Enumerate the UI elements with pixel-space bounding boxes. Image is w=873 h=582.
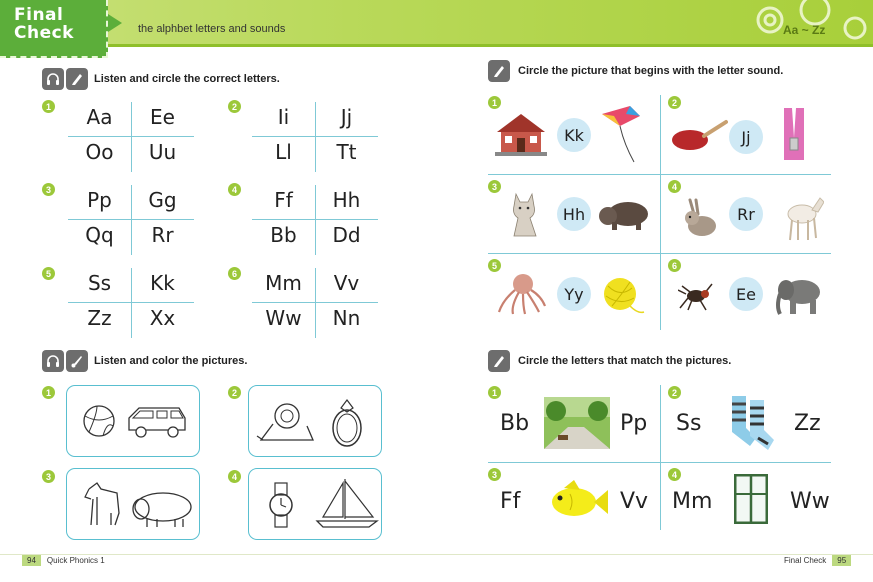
section-title: Final Check <box>784 556 827 565</box>
letter-choice[interactable]: Kk <box>150 271 175 295</box>
rabbit-icon[interactable] <box>680 198 720 238</box>
letter-choice[interactable]: Vv <box>620 489 649 514</box>
goat-icon <box>85 483 119 525</box>
badge-pointer <box>108 14 122 32</box>
instruction-circle-letters: Circle the letters that match the pictures. <box>518 355 732 367</box>
letter-choice[interactable]: Xx <box>149 306 176 330</box>
headphones-icon <box>42 350 64 372</box>
octopus-icon[interactable] <box>497 272 547 316</box>
elephant-icon[interactable] <box>772 276 826 316</box>
paintbrush-icon <box>66 350 88 372</box>
letter-bubble: Yy <box>557 277 591 311</box>
letter-choice[interactable]: Bb <box>500 411 530 436</box>
color-box-4[interactable] <box>248 468 382 540</box>
badge-line-1: Final <box>14 5 64 25</box>
lamb-icon[interactable] <box>778 190 824 242</box>
listen-instruction-icons <box>42 68 88 90</box>
instruction-circle-picture: Circle the picture that begins with the letter sound. <box>518 65 784 77</box>
letter-choice[interactable]: Ee <box>150 105 175 129</box>
item-number: 5 <box>42 267 55 280</box>
letter-choice[interactable]: Zz <box>87 306 112 330</box>
letter-grid-2 <box>252 102 378 172</box>
socks-icon <box>728 394 776 452</box>
letter-bubble: Jj <box>729 120 763 154</box>
item-number: 2 <box>668 386 681 399</box>
item-number: 4 <box>668 180 681 193</box>
item-number: 1 <box>488 96 501 109</box>
yarn-ball-icon[interactable] <box>600 274 646 316</box>
letter-grid-1 <box>68 102 194 172</box>
kite-icon[interactable] <box>600 104 644 166</box>
pencil-icon <box>488 60 510 82</box>
letter-choice[interactable]: Nn <box>332 306 361 330</box>
grid-divider <box>660 95 661 330</box>
letter-bubble: Hh <box>557 197 591 231</box>
color-box-1[interactable] <box>66 385 200 457</box>
item-number: 4 <box>228 183 241 196</box>
badge-line-2: Check <box>14 23 74 43</box>
color-instruction-icons <box>42 350 88 372</box>
page-number-left: 94 <box>22 555 41 566</box>
hippo-photo-icon[interactable] <box>598 196 650 232</box>
letter-choice[interactable]: Ff <box>500 489 521 514</box>
pencil-icon <box>66 68 88 90</box>
letter-choice[interactable]: Pp <box>87 188 112 212</box>
letter-choice[interactable]: Uu <box>148 140 177 164</box>
watch-sailboat-outline <box>249 469 383 541</box>
item-number: 5 <box>488 259 501 272</box>
lion-ring-outline <box>249 386 383 458</box>
sailboat-icon <box>317 479 377 527</box>
footer-right <box>784 555 851 566</box>
letter-choice[interactable]: Bb <box>270 223 297 247</box>
color-box-3[interactable] <box>66 468 200 540</box>
letter-choice[interactable]: Oo <box>85 140 114 164</box>
letter-grid-3 <box>68 185 194 255</box>
zipper-icon[interactable] <box>782 108 806 160</box>
window-icon <box>734 474 768 524</box>
item-number: 1 <box>42 100 55 113</box>
item-number: 1 <box>42 386 55 399</box>
pencil-icon <box>488 350 510 372</box>
item-number: 3 <box>488 468 501 481</box>
item-number: 3 <box>488 180 501 193</box>
letter-choice[interactable]: Vv <box>333 271 360 295</box>
letter-choice[interactable]: Ss <box>87 271 112 295</box>
letter-choice[interactable]: Rr <box>151 223 174 247</box>
lion-icon <box>257 404 313 440</box>
letter-choice[interactable]: Zz <box>794 411 821 436</box>
letter-bubble: Ee <box>729 277 763 311</box>
item-number: 2 <box>668 96 681 109</box>
letter-choice[interactable]: Mm <box>265 271 302 295</box>
letter-choice[interactable]: Pp <box>620 411 648 436</box>
house-icon[interactable] <box>495 112 547 156</box>
letter-choice[interactable]: Mm <box>672 489 713 514</box>
letter-choice[interactable]: Hh <box>332 188 361 212</box>
cricket-icon[interactable] <box>678 280 714 314</box>
item-number: 4 <box>668 468 681 481</box>
van-icon <box>129 408 185 437</box>
letter-bubble: Kk <box>557 118 591 152</box>
item-number: 4 <box>228 470 241 483</box>
instruction-listen-color: Listen and color the pictures. <box>94 355 248 367</box>
page-number-right: 95 <box>832 555 851 566</box>
item-number: 3 <box>42 470 55 483</box>
footer-divider <box>0 554 873 555</box>
item-number: 1 <box>488 386 501 399</box>
letter-choice[interactable]: Ww <box>265 306 302 330</box>
grid-divider <box>488 253 831 254</box>
headphones-icon <box>42 68 64 90</box>
item-number: 2 <box>228 386 241 399</box>
park-photo-icon <box>544 397 610 449</box>
watch-icon <box>270 483 292 527</box>
letter-grid-6 <box>252 268 378 338</box>
color-box-2[interactable] <box>248 385 382 457</box>
letter-grid-4 <box>252 185 378 255</box>
grid-divider <box>488 462 831 463</box>
goat-hippo-outline <box>67 469 201 541</box>
item-number: 2 <box>228 100 241 113</box>
hippo-icon <box>133 493 191 527</box>
letter-choice[interactable]: Ll <box>275 140 292 164</box>
item-number: 6 <box>228 267 241 280</box>
letter-choice[interactable]: Ii <box>277 105 290 129</box>
cat-icon[interactable] <box>508 190 542 238</box>
footer-left <box>22 555 105 566</box>
letter-bubble: Rr <box>729 197 763 231</box>
letter-choice[interactable]: Ss <box>676 411 702 436</box>
letter-choice[interactable]: Dd <box>332 223 361 247</box>
item-number: 6 <box>668 259 681 272</box>
letter-choice[interactable]: Tt <box>336 140 357 164</box>
letter-choice[interactable]: Jj <box>340 105 353 129</box>
letter-choice[interactable]: Gg <box>148 188 177 212</box>
letter-choice[interactable]: Ff <box>274 188 293 212</box>
final-check-title <box>14 6 74 42</box>
item-number: 3 <box>42 183 55 196</box>
page-subtitle: the alphbet letters and sounds <box>138 23 286 35</box>
letter-choice[interactable]: Qq <box>85 223 114 247</box>
instruction-listen-circle: Listen and circle the correct letters. <box>94 73 280 85</box>
letter-choice[interactable]: Ww <box>790 489 830 514</box>
ring-icon <box>333 400 361 446</box>
letter-range: Aa ~ Zz <box>783 23 826 37</box>
ball-van-outline <box>67 386 201 458</box>
book-title: Quick Phonics 1 <box>46 556 105 565</box>
grid-divider <box>660 385 661 530</box>
grid-divider <box>488 174 831 175</box>
letter-choice[interactable]: Aa <box>86 105 113 129</box>
jam-spoon-icon[interactable] <box>670 118 728 154</box>
fish-icon <box>544 478 610 524</box>
letter-grid-5 <box>68 268 194 338</box>
ball-icon <box>84 406 114 436</box>
